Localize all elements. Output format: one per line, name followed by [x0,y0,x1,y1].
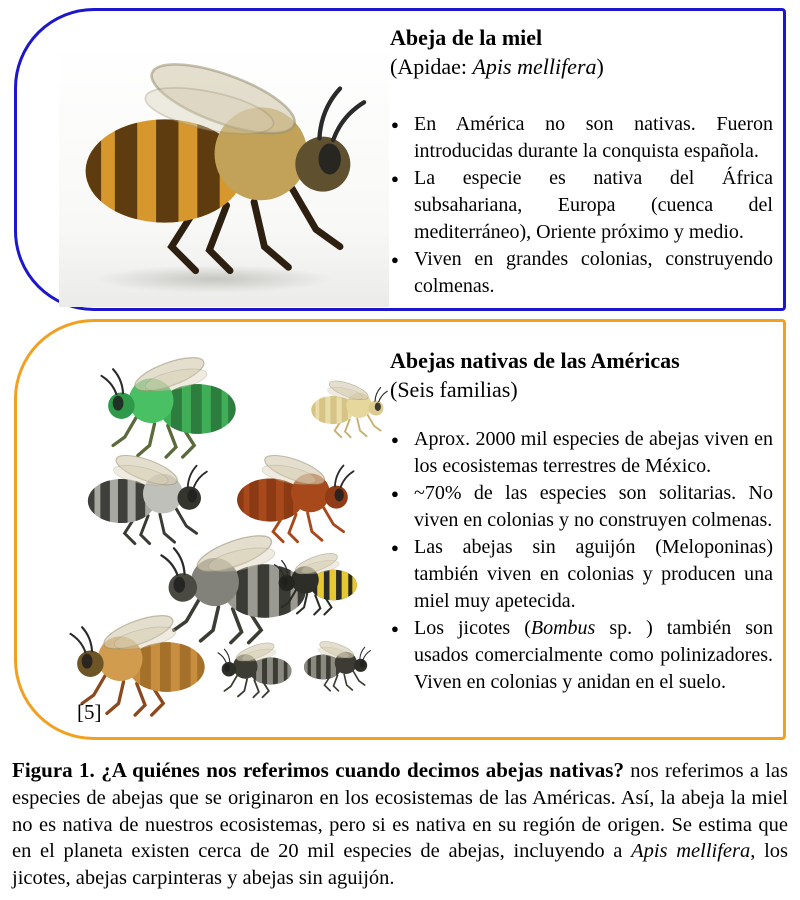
family-suffix: ) [596,54,604,79]
bullet-list [390,111,773,300]
native-bees-collage [17,322,389,737]
bullet-item: ● La especie es nativa del África subsahariana, Europa (cuenca del mediterráneo), Oriente próximo y medio. [390,165,773,246]
bullet-item: ● Viven en grandes colonias, construyendo colmenas. [390,246,773,300]
honey-bee-illustration [65,49,383,293]
caption-text: , los jicotes, abejas carpinteras y abejas sin aguijón. [12,840,788,890]
reference-label: [5] [77,700,102,724]
pale-yellow-bee-image [301,380,397,440]
family-prefix: (Apidae: [390,54,473,79]
bullet-list [390,426,773,696]
panel-native-bees [14,319,786,740]
panel-title: Abejas nativas de las Américas [390,348,680,373]
green-metallic-bee-image [83,356,255,462]
bullet-item: ● Las abejas sin aguijón (Meloponinas) también viven en colonias y producen una miel muy apetecida. [390,534,773,615]
bullet-text: sp. ) también son usados comercialmente como polinizadores. Viven en colonias y anidan en el suelo. [414,617,773,693]
native-text-column [390,346,773,696]
black-yellow-striped-bee-image [269,542,363,628]
honeybee-text-column [390,23,773,300]
honey-bee-photo [59,41,389,307]
bullet-item: ● En América no son nativas. Fueron introducidas durante la conquista española. [390,111,773,165]
bullet-item [390,615,773,696]
bullet-item: ● ~70% de las especies son solitarias. No viven en colonias y no construyen colmenas. [390,480,773,534]
species-name: Apis mellifera [472,54,597,79]
small-dark-bee-image [211,642,299,700]
species-name: Apis mellifera [631,840,751,863]
panel-subtitle: (Seis familias) [390,377,518,402]
bullet-text: Los jicotes ( [414,617,531,639]
red-brown-bee-image [221,454,369,546]
panel-title: Abeja de la miel [390,25,543,50]
species-name: Bombus [530,617,596,639]
caption-text: nos referimos a las especies de abejas que se originaron en los ecosistemas de las Américas. Así, la abeja la miel no es nativa de nuestros ecosistemas, pero si es nativa en su región de origen. Se estima que en el planeta existen cerca de 20 mil especies de abejas, incluyendo a [12,760,788,863]
bullet-item: ● Aprox. 2000 mil especies de abejas viven en los ecosistemas terrestres de México. [390,426,773,480]
small-dark-bee-image [299,640,375,694]
panel-subtitle [390,52,773,81]
panel-honeybee [14,8,786,311]
figure-caption [12,757,788,892]
caption-bold-lead: Figura 1. ¿A quiénes nos referimos cuando decimos abejas nativas? [12,758,624,782]
